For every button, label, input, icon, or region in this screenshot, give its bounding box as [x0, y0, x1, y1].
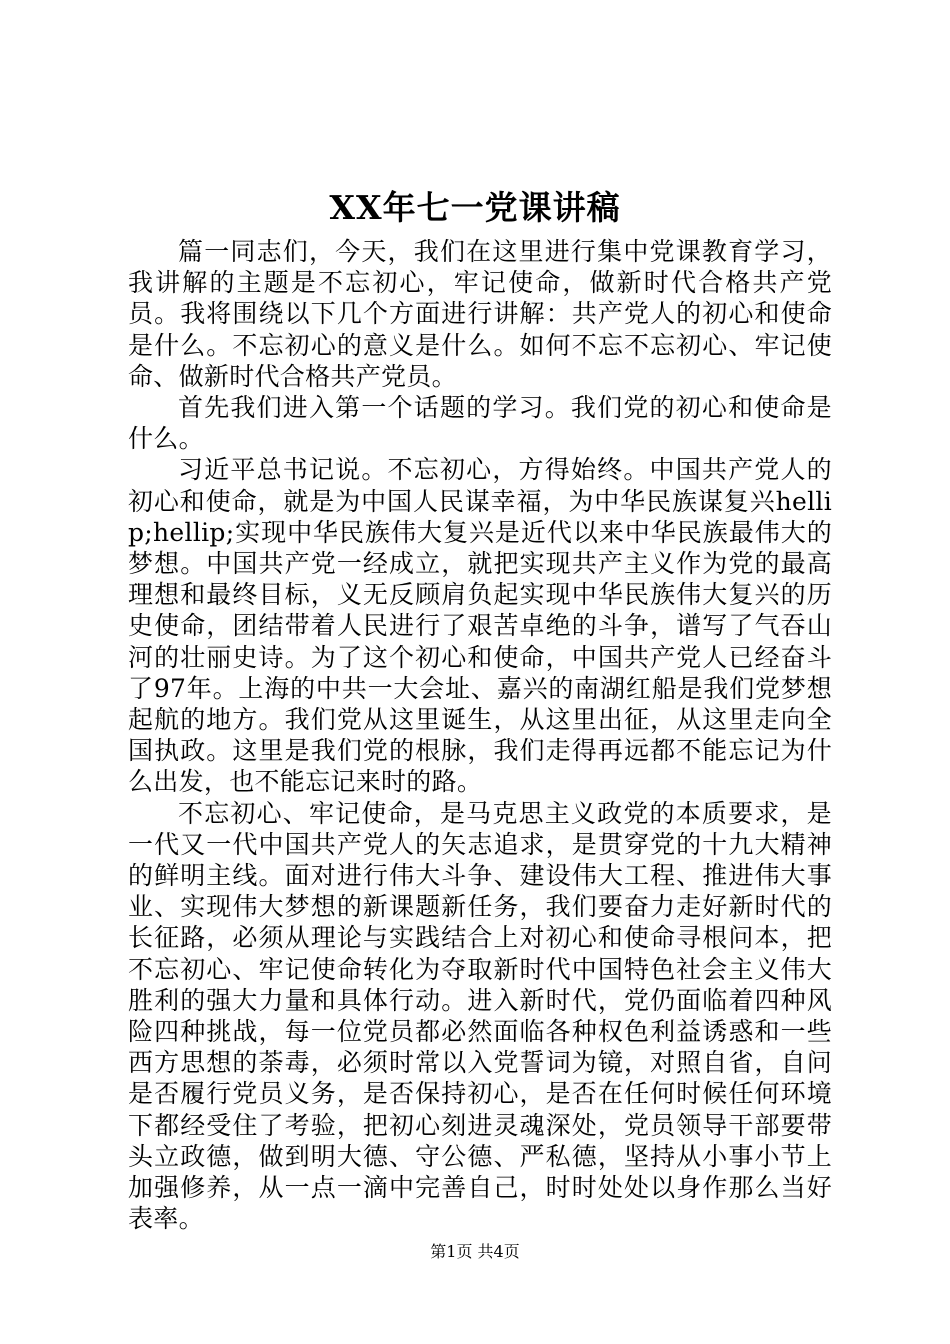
paragraph: 习近平总书记说。不忘初心，方得始终。中国共产党人的初心和使命，就是为中国人民谋幸福，为中华民族谋复兴hellip;hellip;实现中华民族伟大复兴是近代以来中华民族最伟大的梦想。中国共产党一经成立，就把实现共产主义作为党的最高理想和最终目标，义无反顾肩负起实现中华民族伟大复兴的历史使命，团结带着人民进行了艰苦卓绝的斗争，谱写了气吞山河的壮丽史诗。为了这个初心和使命，中国共产党人已经奋斗了97年。上海的中共一大会址、嘉兴的南湖红船是我们党梦想起航的地方。我们党从这里诞生，从这里出征，从这里走向全国执政。这里是我们党的根脉，我们走得再远都不能忘记为什么出发，也不能忘记来时的路。	[128, 455, 832, 797]
document-body	[128, 236, 832, 1235]
paragraph: 首先我们进入第一个话题的学习。我们党的初心和使命是什么。	[128, 393, 832, 454]
page-footer: 第1页 共4页	[430, 1242, 520, 1261]
paragraph: 不忘初心、牢记使命，是马克思主义政党的本质要求，是一代又一代中国共产党人的矢志追求，是贯穿党的十九大精神的鲜明主线。面对进行伟大斗争、建设伟大工程、推进伟大事业、实现伟大梦想的新课题新任务，我们要奋力走好新时代的长征路，必须从理论与实践结合上对初心和使命寻根问本，把不忘初心、牢记使命转化为夺取新时代中国特色社会主义伟大胜利的强大力量和具体行动。进入新时代，党仍面临着四种风险四种挑战，每一位党员都必然面临各种权色利益诱惑和一些西方思想的荼毒，必须时常以入党誓词为镜，对照自省，自问是否履行党员义务，是否保持初心，是否在任何时候任何环境下都经受住了考验，把初心刻进灵魂深处，党员领导干部要带头立政德，做到明大德、守公德、严私德，坚持从小事小节上加强修养，从一点一滴中完善自己，时时处处以身作那么当好表率。	[128, 798, 832, 1234]
document-title: XX年七一党课讲稿	[329, 188, 621, 227]
paragraph: 篇一同志们，今天，我们在这里进行集中党课教育学习，我讲解的主题是不忘初心，牢记使命，做新时代合格共产党员。我将围绕以下几个方面进行讲解：共产党人的初心和使命是什么。不忘初心的意义是什么。如何不忘不忘初心、牢记使命、做新时代合格共产党员。	[128, 237, 832, 391]
